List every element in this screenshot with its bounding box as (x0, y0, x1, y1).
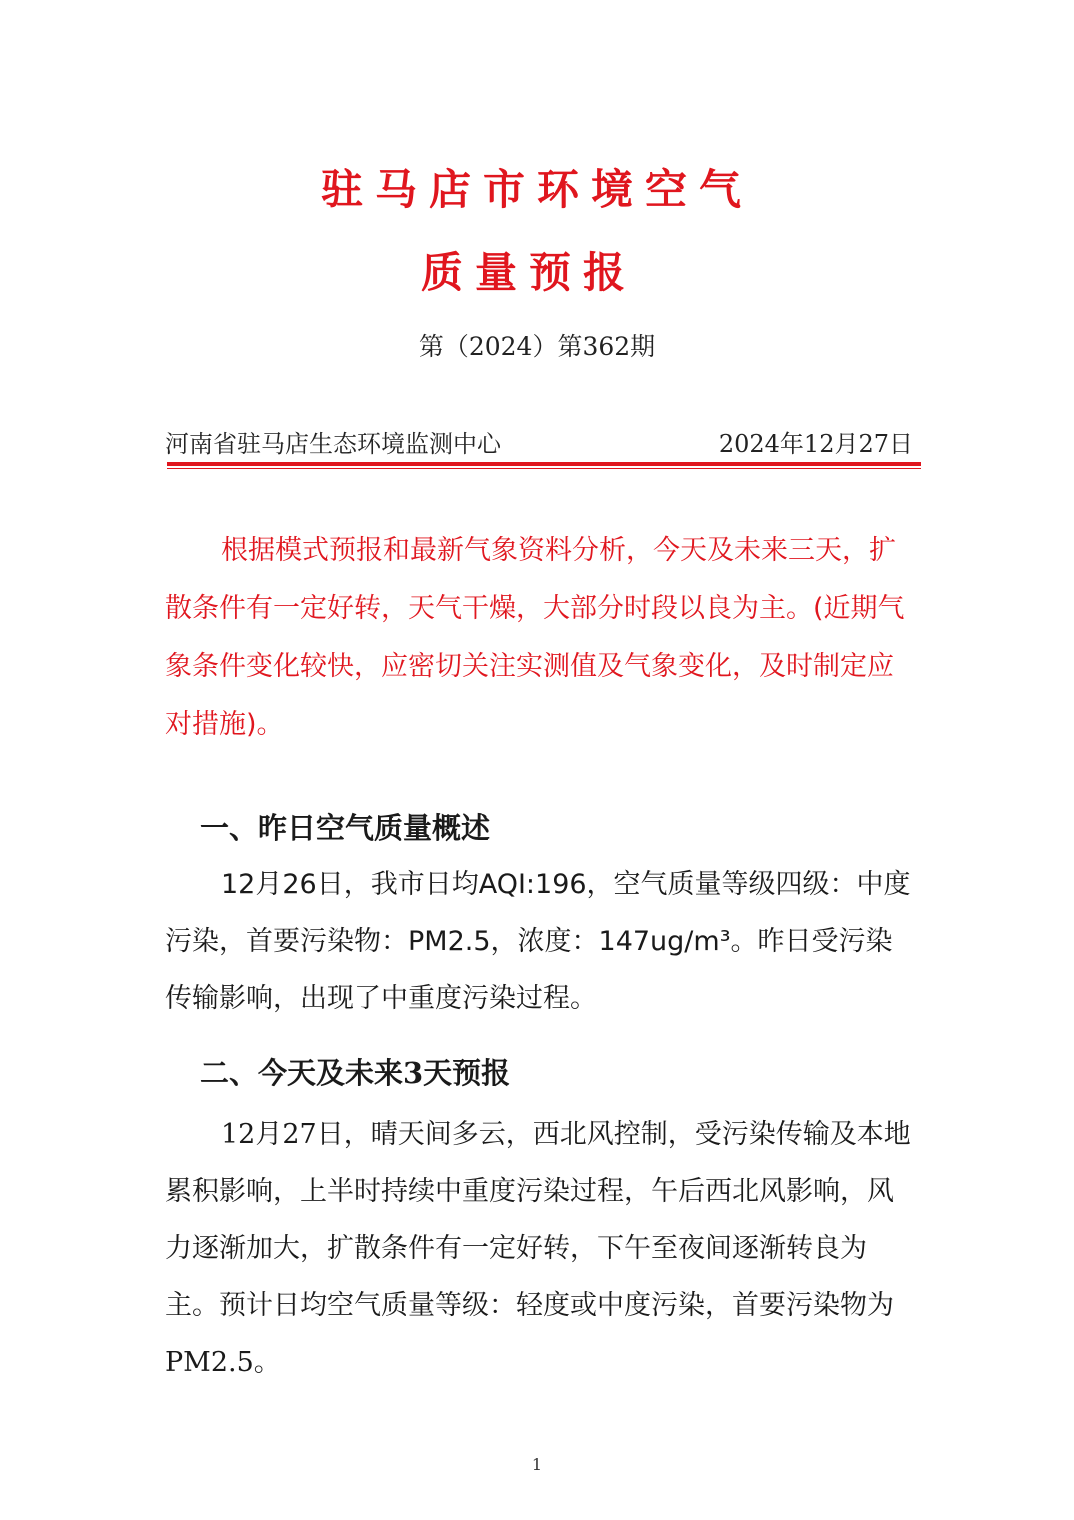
publish-date: 2024年12月27日 (718, 430, 913, 458)
lead-summary: 根据模式预报和最新气象资料分析，今天及未来三天，扩散条件有一定好转，天气干燥，大部分时段以良为主。(近期气象条件变化较快，应密切关注实测值及气象变化，及时制定应对措施)。 (165, 535, 905, 740)
title-line-1: 驻马店市环境空气 (320, 165, 753, 214)
header-row (165, 424, 913, 460)
section-body-yesterday: 12月26日，我市日均AQI:196，空气质量等级四级：中度污染，首要污染物：PM2.5，浓度：147ug/m³。昨日受污染传输影响，出现了中重度污染过程。 (165, 869, 911, 1014)
organization-name: 河南省驻马店生态环境监测中心 (165, 430, 501, 458)
section-heading-yesterday: 一、昨日空气质量概述 (200, 811, 491, 845)
red-divider-thick (167, 462, 921, 466)
red-divider-thin (167, 468, 921, 469)
section-heading-forecast: 二、今天及未来3天预报 (200, 1056, 511, 1090)
section-body-forecast: 12月27日，晴天间多云，西北风控制，受污染传输及本地累积影响，上半时持续中重度污染过程，午后西北风影响，风力逐渐加大，扩散条件有一定好转，下午至夜间逐渐转良为主。预计日均空气质量等级：轻度或中度污染，首要污染物为PM2.5。 (165, 1119, 911, 1378)
issue-number: 第（2024）第362期 (418, 332, 656, 361)
page-number: 1 (531, 1455, 543, 1474)
title-line-2: 质量预报 (420, 248, 637, 297)
